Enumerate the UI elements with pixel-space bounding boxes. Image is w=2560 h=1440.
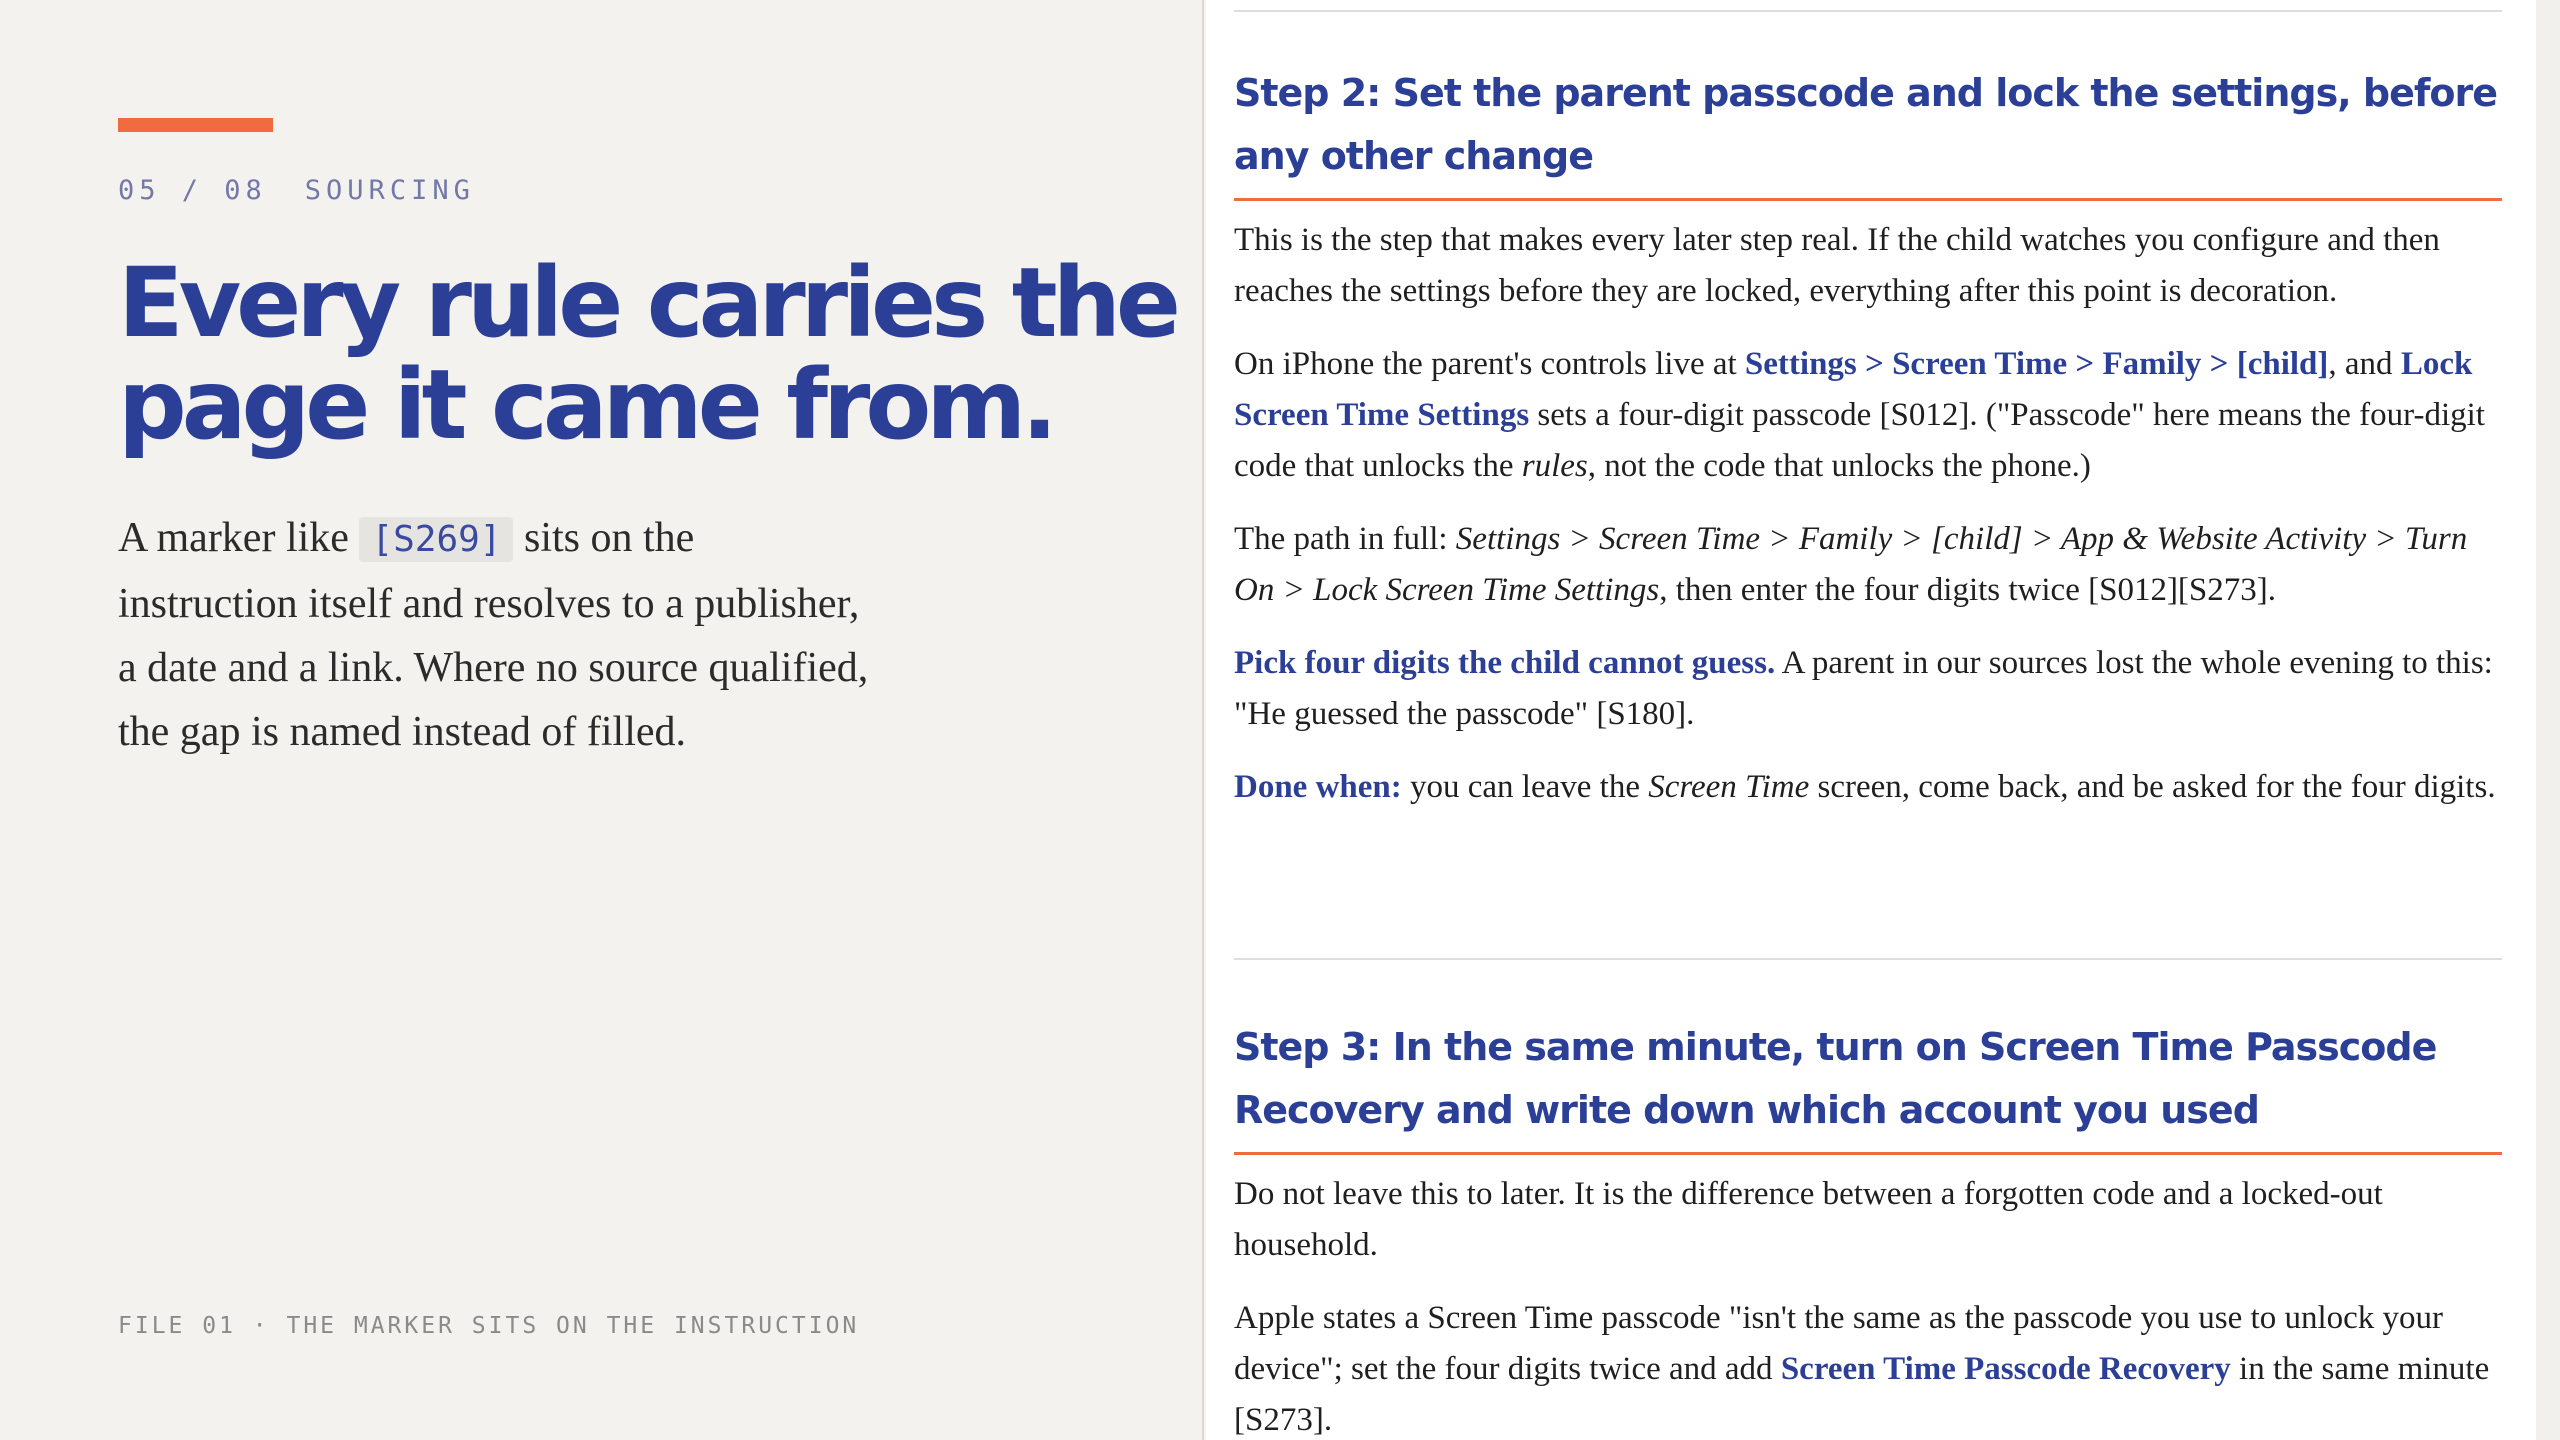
- lock-settings-link[interactable]: Lock Screen Time Settings: [1234, 346, 2473, 433]
- document-panel[interactable]: [1206, 0, 2536, 1440]
- title-line-1: Every rule carries the: [118, 247, 1177, 359]
- paragraph: Pick four digits the child cannot guess. A parent in our sources lost the whole evening to this: "He guessed the passcode" [S180].: [1234, 645, 2493, 732]
- step-2-section: [1234, 62, 2502, 813]
- step-3-section: [1234, 1016, 2502, 1440]
- left-panel: [0, 0, 1204, 1440]
- lede-text: A marker like: [118, 515, 349, 561]
- file-caption: FILE 01 · THE MARKER SITS ON THE INSTRUCTION: [118, 1313, 860, 1339]
- eyebrow: [118, 175, 475, 206]
- paragraph: Do not leave this to later. It is the difference between a forgotten code and a locked-out household.: [1234, 1176, 2383, 1263]
- settings-path-link[interactable]: Settings > Screen Time > Family > [child]: [1744, 346, 2329, 382]
- lede-paragraph: [118, 506, 878, 764]
- divider: [1234, 10, 2502, 12]
- accent-bar: [118, 118, 273, 132]
- paragraph: Done when: you can leave the Screen Time screen, come back, and be asked for the four digits.: [1234, 769, 2496, 805]
- tip-lead: Pick four digits the child cannot guess.: [1234, 645, 1776, 681]
- marker-example: [S269]: [359, 517, 513, 562]
- page-title: [118, 247, 1178, 461]
- step-3-heading: Step 3: In the same minute, turn on Screen Time Passcode Recovery and write down which account you used: [1234, 1016, 2502, 1155]
- title-line-2: page it came from.: [118, 349, 1053, 461]
- page-edge: [2536, 0, 2560, 1440]
- paragraph: The path in full: Settings > Screen Time > Family > [child] > App & Website Activity > Turn On > Lock Screen Time Settings, then enter the four digits twice [S012][S273].: [1234, 521, 2468, 608]
- done-when-label: Done when:: [1234, 769, 1402, 805]
- paragraph: Apple states a Screen Time passcode "isn't the same as the passcode you use to unlock your device"; set the four digits twice and add Screen Time Passcode Recovery in the same minute [S273].: [1234, 1300, 2490, 1438]
- paragraph: On iPhone the parent's controls live at Settings > Screen Time > Family > [child], and Lock Screen Time Settings sets a four-digit passcode [S012]. ("Passcode" here means the four-digit code that unlocks the rules, not the code that unlocks the phone.): [1234, 346, 2485, 484]
- lede-text: sits on the instruction itself and resolves to a publisher, a date and a link. Where no source qualified, the gap is named instead of filled.: [118, 515, 869, 755]
- divider: [1234, 958, 2502, 960]
- paragraph: This is the step that makes every later step real. If the child watches you configure and then reaches the settings before they are locked, everything after this point is decoration.: [1234, 222, 2440, 309]
- step-2-heading: Step 2: Set the parent passcode and lock the settings, before any other change: [1234, 62, 2502, 201]
- section-name: SOURCING: [304, 175, 475, 206]
- section-number: 05 / 08: [118, 175, 267, 206]
- passcode-recovery-link[interactable]: Screen Time Passcode Recovery: [1780, 1351, 2231, 1387]
